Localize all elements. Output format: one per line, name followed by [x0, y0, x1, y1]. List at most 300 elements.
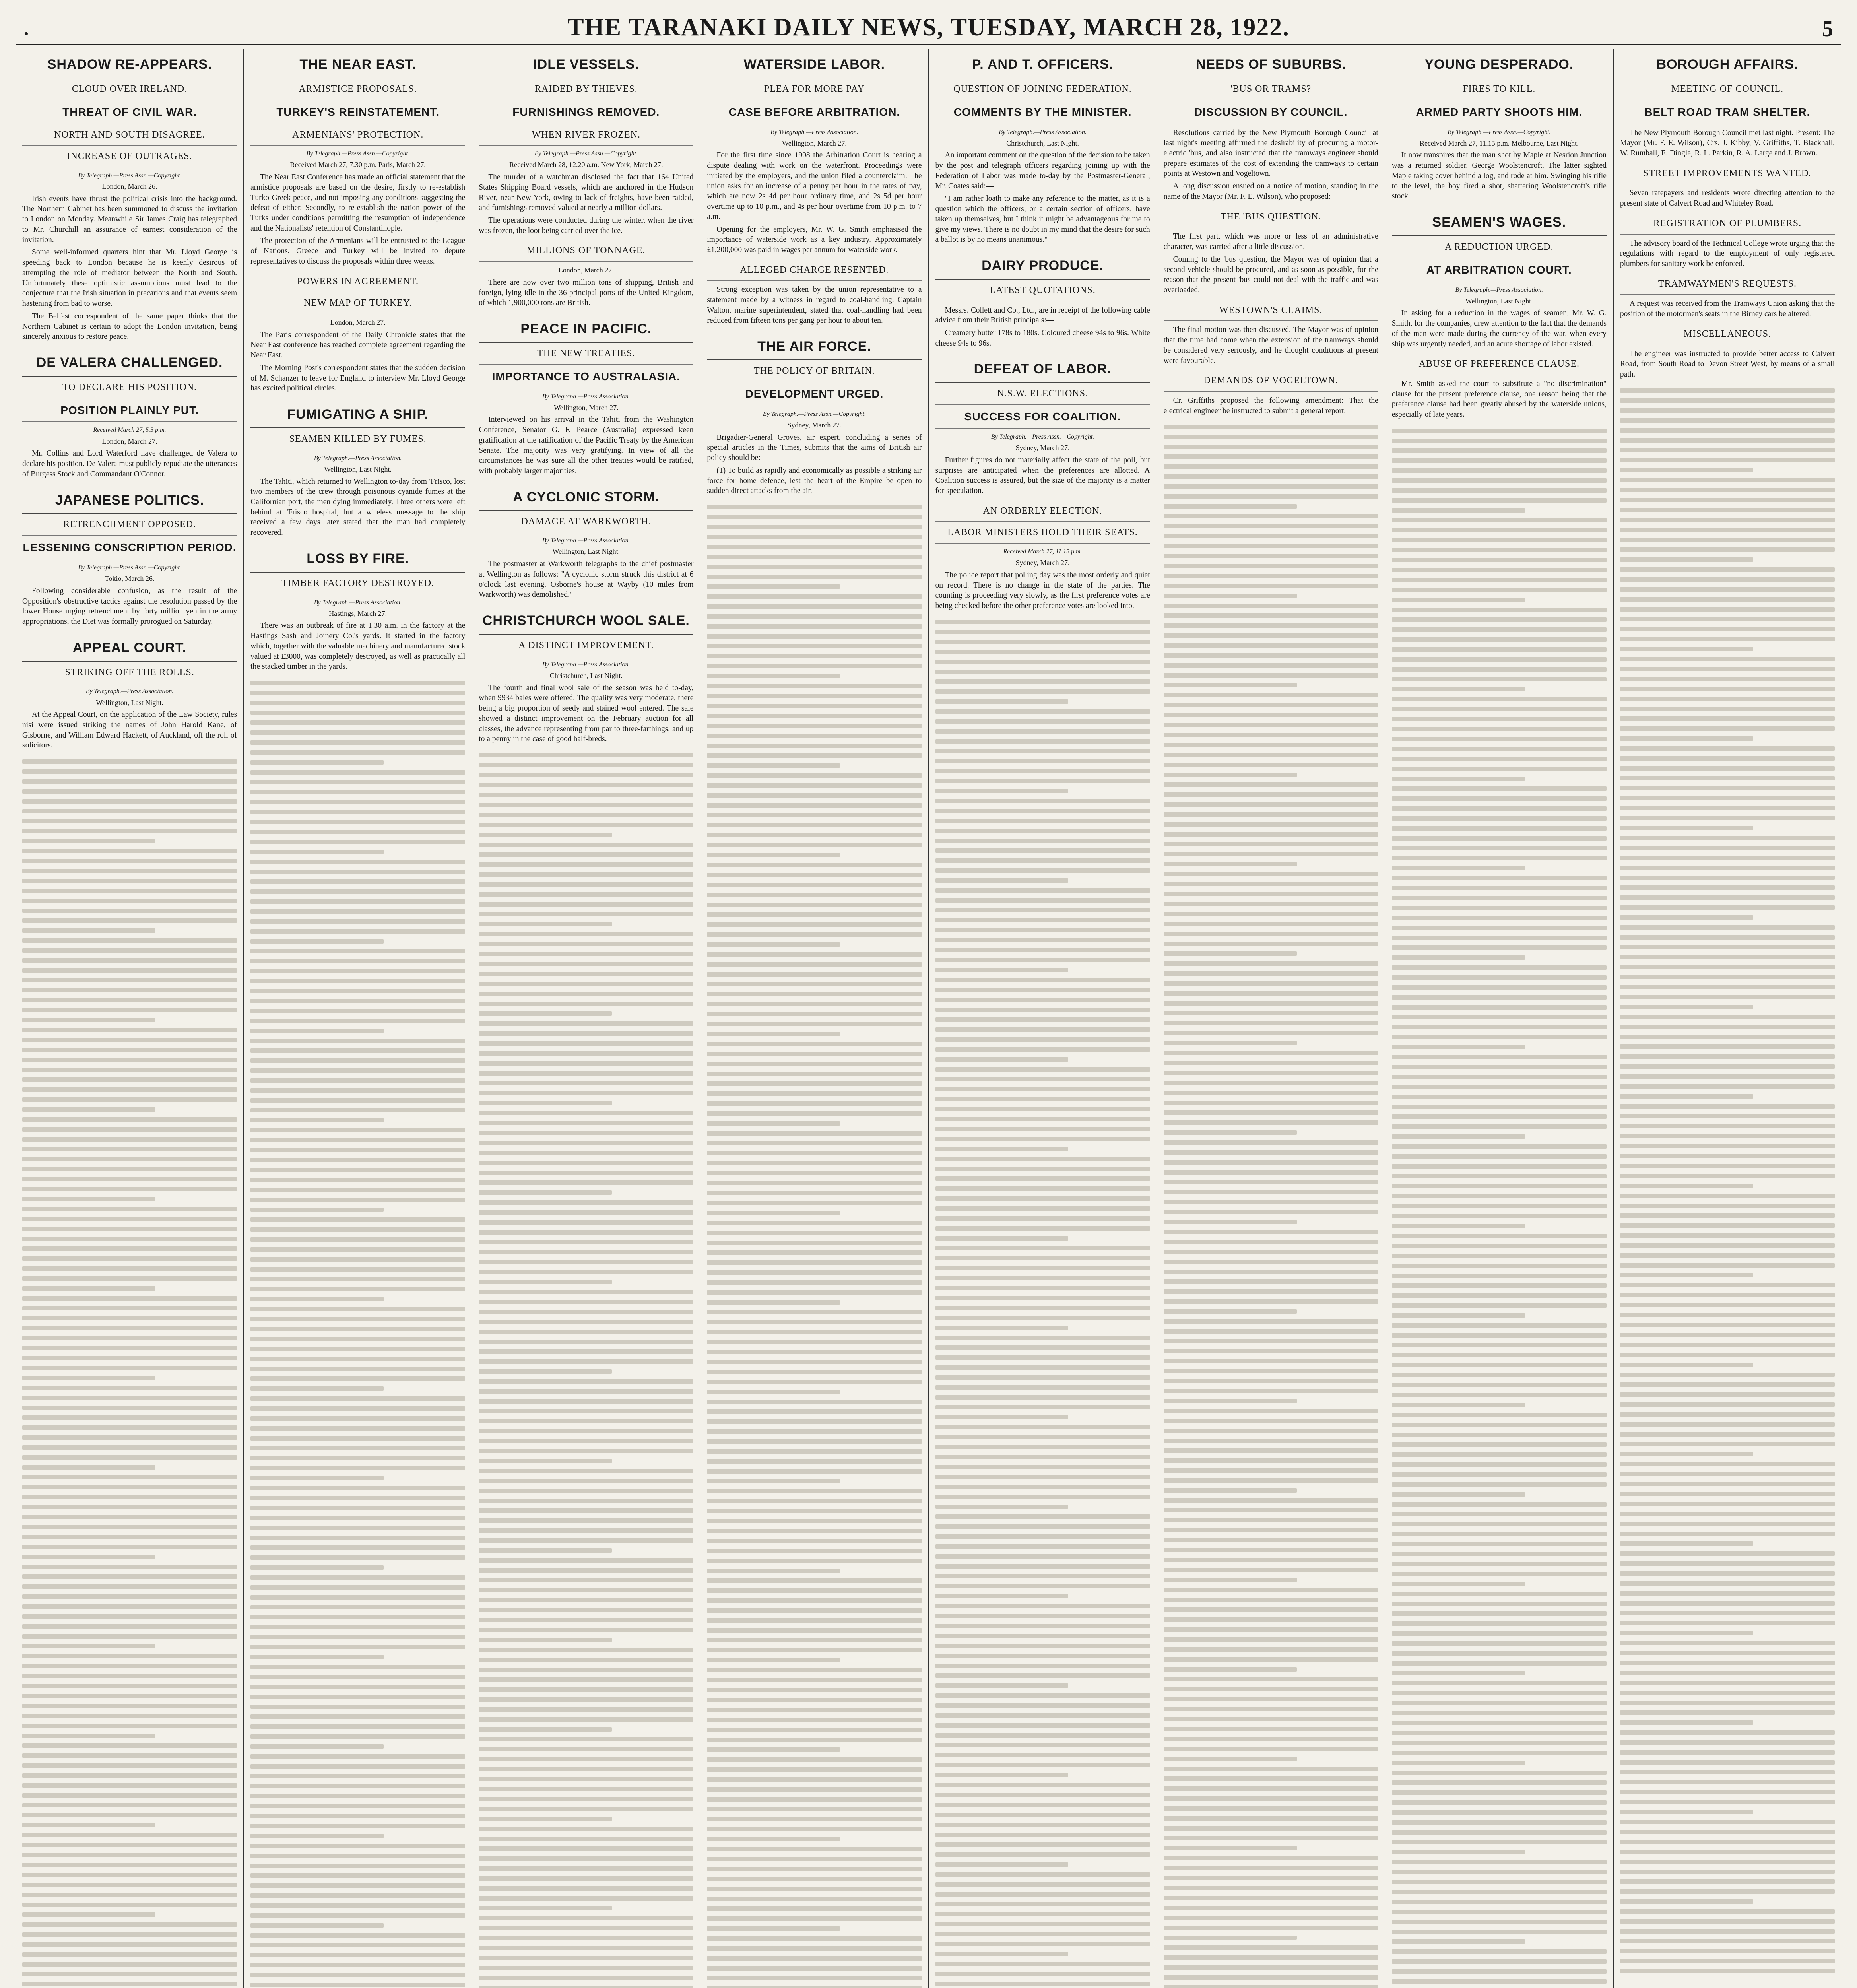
text-line — [22, 1386, 237, 1390]
text-line — [1164, 1737, 1378, 1741]
text-line — [707, 1469, 922, 1474]
text-line — [1392, 1204, 1607, 1208]
text-filler — [707, 505, 922, 1988]
text-line — [1620, 1710, 1835, 1715]
article — [1620, 52, 1835, 159]
text-line — [479, 1051, 693, 1056]
text-line — [1164, 981, 1378, 986]
text-line — [22, 1803, 237, 1807]
text-line — [1392, 468, 1607, 473]
text-line — [479, 1200, 693, 1205]
text-line — [479, 1986, 693, 1988]
text-line — [1620, 806, 1835, 810]
text-line — [1164, 1508, 1378, 1512]
text-line — [935, 1027, 1150, 1032]
text-line — [1164, 474, 1378, 479]
text-line — [1392, 1512, 1607, 1516]
text-line — [935, 1693, 1150, 1698]
text-line — [479, 1141, 693, 1145]
text-line — [1620, 985, 1835, 989]
text-line — [250, 1426, 465, 1431]
text-line — [935, 660, 1150, 664]
article-byline: By Telegraph.—Press Association. — [1455, 286, 1543, 293]
text-line — [707, 1280, 922, 1285]
text-line — [707, 1091, 922, 1096]
text-line — [479, 1389, 693, 1394]
text-line — [22, 779, 237, 784]
text-line — [1392, 627, 1607, 632]
text-line — [707, 1429, 922, 1434]
text-line — [250, 1486, 465, 1490]
article — [479, 317, 693, 476]
text-line — [707, 674, 840, 678]
text-line — [479, 902, 693, 907]
text-line — [1164, 1200, 1378, 1204]
text-line — [1392, 1144, 1607, 1149]
text-line — [22, 1614, 237, 1619]
text-line — [1620, 1681, 1835, 1685]
article-byline: By Telegraph.—Press Association. — [542, 393, 630, 400]
article — [250, 276, 465, 394]
text-line — [1392, 836, 1607, 841]
text-line — [1392, 1711, 1607, 1715]
text-line — [1164, 1478, 1378, 1483]
text-line — [1392, 1492, 1525, 1497]
text-line — [479, 942, 693, 946]
text-line — [1620, 1412, 1835, 1417]
text-line — [479, 1011, 612, 1016]
article-body — [250, 330, 465, 394]
text-line — [707, 1370, 922, 1374]
text-line — [1620, 1253, 1835, 1258]
text-line — [250, 1695, 465, 1699]
text-line — [1620, 1233, 1835, 1238]
text-line — [1164, 892, 1378, 896]
article-paragraph: The Belfast correspondent of the same paper thinks that the Northern Cabinet is certain to adopt the London invitation, being sincerely anxious to restore peace. — [22, 312, 237, 341]
text-line — [1164, 1826, 1378, 1831]
text-line — [250, 1545, 465, 1550]
text-line — [935, 640, 1150, 644]
text-line — [479, 1807, 693, 1811]
text-line — [22, 918, 237, 923]
text-line — [707, 1628, 922, 1633]
text-line — [479, 1439, 693, 1443]
text-line — [1164, 1548, 1378, 1552]
text-line — [935, 620, 1150, 624]
text-line — [1620, 1551, 1835, 1556]
article-dateline: Received March 27, 11.15 p.m. Melbourne, Last Night. — [1419, 139, 1579, 147]
text-line — [250, 1973, 465, 1977]
text-line — [22, 1664, 237, 1668]
text-line — [1620, 786, 1835, 790]
newspaper-title: THE TARANAKI DAILY NEWS, TUESDAY, MARCH 28, 1922. — [567, 14, 1290, 41]
text-line — [1392, 1890, 1607, 1894]
text-line — [1392, 816, 1607, 821]
text-line — [250, 1158, 465, 1162]
article-subheading: LATEST QUOTATIONS. — [935, 284, 1150, 301]
article-body — [250, 621, 465, 672]
text-line — [250, 1714, 465, 1719]
article-paragraph: Some well-informed quarters hint that Mr. Lloyd George is speeding back to London because he is keenly desirous of attempting the role of mediator between the North and South. Unfortunately these optimistic assumptions must lead to the conjecture that the Irish situation in precarious and that events seem hastening from bad to worse. — [22, 248, 237, 308]
text-line — [1164, 484, 1378, 489]
text-line — [1164, 613, 1378, 618]
text-line — [1620, 1482, 1835, 1486]
text-line — [1620, 856, 1835, 860]
text-line — [1620, 1770, 1835, 1774]
text-line — [935, 749, 1150, 753]
text-line — [1164, 693, 1378, 697]
text-line — [1392, 1333, 1607, 1338]
article-paragraph: In asking for a reduction in the wages of seamen, Mr. W. G. Smith, for the companies, drew attention to the fact that the demands of the men were made during the currency of the war, when every ship was urgently needed, and an acute shortage of labor existed. — [1391, 309, 1607, 348]
text-line — [1164, 534, 1378, 538]
article-subheading: PLEA FOR MORE PAY — [707, 83, 922, 100]
text-line — [1620, 1134, 1835, 1138]
text-line — [1164, 971, 1378, 976]
article-paragraph: For the first time since 1908 the Arbitration Court is hearing a dispute dealing with work on the waterfront. Proceedings were initiated by the employers, and the union filed a counterclaim. The union asks for an increase of a penny per hour in the rates of pay, which are now 2s 4d per hour ordinary time, and 2s 5d per hour overtime up to 10 p.m., and 4s per hour overtime from 10 p.m. to 7 a.m. — [707, 151, 922, 221]
article-headline: A CYCLONIC STORM. — [479, 485, 693, 511]
text-line — [250, 1506, 465, 1510]
text-line — [1164, 1588, 1378, 1592]
text-line — [479, 783, 693, 787]
text-line — [1620, 1512, 1835, 1516]
article-subheading: ARMED PARTY SHOOTS HIM. — [1392, 105, 1607, 124]
text-line — [479, 1320, 693, 1324]
text-line — [22, 1634, 237, 1639]
text-line — [479, 1131, 693, 1135]
text-line — [1164, 1965, 1378, 1970]
text-line — [1620, 915, 1753, 920]
text-line — [479, 813, 693, 817]
text-line — [1620, 567, 1835, 572]
text-line — [1392, 945, 1607, 950]
text-line — [935, 1256, 1150, 1260]
article — [1620, 328, 1835, 380]
text-line — [250, 1873, 465, 1878]
text-line — [250, 919, 465, 924]
text-line — [22, 1883, 237, 1887]
text-line — [1164, 1210, 1378, 1214]
text-line — [250, 879, 465, 884]
text-line — [22, 1833, 237, 1837]
text-line — [1164, 753, 1378, 757]
text-line — [1164, 1598, 1378, 1602]
text-line — [479, 1668, 693, 1672]
text-line — [250, 1376, 465, 1381]
text-line — [250, 1854, 465, 1858]
text-line — [250, 1208, 384, 1212]
text-line — [1392, 737, 1607, 741]
text-line — [707, 1101, 922, 1106]
text-line — [1164, 773, 1297, 777]
text-line — [22, 1584, 237, 1589]
text-line — [1392, 856, 1607, 860]
text-line — [250, 1436, 465, 1441]
text-line — [1392, 1462, 1607, 1467]
text-line — [1392, 1015, 1607, 1019]
text-line — [22, 948, 237, 953]
text-line — [479, 1658, 693, 1662]
article-paragraph: The operations were conducted during the winter, when the river was frozen, the loot being carried over the ice. — [479, 216, 694, 235]
text-line — [1620, 1015, 1835, 1019]
text-line — [22, 1873, 237, 1877]
text-line — [479, 1707, 693, 1712]
text-line — [479, 1757, 693, 1761]
text-line — [22, 1197, 155, 1201]
text-line — [935, 1753, 1150, 1757]
column-7 — [1385, 49, 1614, 1988]
text-line — [479, 1260, 693, 1264]
text-line — [1164, 1568, 1378, 1572]
text-line — [935, 868, 1150, 873]
text-line — [935, 1345, 1150, 1350]
text-filler — [1620, 388, 1835, 1973]
text-line — [935, 1157, 1150, 1161]
text-line — [479, 1856, 693, 1861]
masthead-mark: • — [24, 27, 29, 41]
text-line — [479, 952, 693, 956]
text-line — [935, 1435, 1150, 1439]
article-body — [479, 683, 693, 744]
article-dateline: Wellington, Last Night. — [324, 465, 392, 473]
text-line — [1392, 1194, 1607, 1198]
text-filler — [1164, 425, 1378, 1988]
text-line — [707, 1588, 922, 1593]
text-line — [1164, 1647, 1378, 1652]
text-line — [22, 1724, 237, 1728]
text-line — [22, 1793, 237, 1798]
text-line — [22, 1117, 237, 1122]
text-line — [1392, 1085, 1607, 1089]
text-line — [935, 1703, 1150, 1708]
article-paragraph: Mr. Smith asked the court to substitute a "no discrimination" clause for the present preference clause, one reason being that the preference clause had been greatly abused by the waterside unions, especially of late years. — [1391, 380, 1607, 419]
article-subheading: INCREASE OF OUTRAGES. — [22, 150, 237, 167]
article — [22, 351, 237, 480]
text-line — [1392, 1383, 1607, 1387]
text-line — [250, 1217, 465, 1222]
text-line — [479, 1061, 693, 1066]
text-line — [935, 1296, 1150, 1300]
article-subheading: DISCUSSION BY COUNCIL. — [1164, 105, 1378, 124]
text-line — [479, 1230, 693, 1235]
article-body — [22, 448, 237, 479]
text-line — [22, 1336, 237, 1340]
text-line — [1164, 1667, 1297, 1672]
text-line — [935, 1137, 1150, 1141]
text-line — [1164, 1170, 1378, 1175]
text-line — [1620, 1353, 1835, 1357]
text-line — [935, 1057, 1069, 1062]
text-line — [935, 1664, 1150, 1668]
text-line — [1392, 1343, 1607, 1347]
text-line — [707, 575, 922, 579]
article-paragraph: (1) To build as rapidly and economically as possible a striking air force for home defence, lest the heart of the Empire be open to sudden direct attacks from the air. — [707, 466, 922, 495]
article — [935, 505, 1150, 611]
text-line — [1392, 439, 1607, 443]
text-line — [1620, 1740, 1835, 1745]
text-line — [935, 1236, 1069, 1241]
text-line — [22, 1813, 237, 1817]
text-line — [22, 1893, 237, 1897]
text-line — [707, 813, 922, 817]
text-line — [935, 1614, 1150, 1618]
text-line — [22, 859, 237, 863]
text-line — [1392, 906, 1607, 910]
text-line — [1164, 1916, 1378, 1920]
text-line — [935, 878, 1069, 883]
text-line — [1620, 687, 1835, 691]
text-line — [250, 1615, 465, 1619]
text-line — [707, 1698, 922, 1702]
text-line — [1392, 1920, 1607, 1924]
text-line — [1164, 633, 1378, 638]
article-dateline: Sydney, March 27. — [1015, 444, 1070, 452]
text-line — [1620, 1641, 1835, 1645]
text-line — [1620, 1223, 1835, 1228]
text-line — [1620, 1313, 1835, 1317]
article-subheading: AN ORDERLY ELECTION. — [935, 505, 1150, 522]
text-line — [250, 1466, 465, 1470]
text-line — [250, 1386, 384, 1391]
article — [22, 636, 237, 751]
text-line — [1164, 723, 1378, 727]
text-line — [1392, 1830, 1607, 1835]
text-line — [1392, 1393, 1607, 1397]
article-paragraph: Brigadier-General Groves, air expert, concluding a series of special articles in the Times, submits that the aims of British air policy should be:— — [707, 433, 922, 462]
text-line — [1392, 777, 1525, 781]
text-line — [22, 1038, 237, 1042]
text-line — [1392, 926, 1607, 930]
text-line — [250, 1794, 465, 1798]
text-line — [479, 1697, 693, 1702]
text-line — [707, 1320, 922, 1324]
text-line — [935, 1415, 1069, 1419]
text-line — [935, 958, 1150, 962]
text-line — [1392, 1452, 1607, 1457]
text-line — [707, 1986, 922, 1988]
article-byline: By Telegraph.—Press Association. — [542, 537, 630, 544]
text-line — [250, 1565, 384, 1570]
text-line — [1392, 1939, 1525, 1944]
text-line — [1620, 1422, 1835, 1427]
text-line — [707, 992, 922, 996]
text-line — [1620, 508, 1835, 512]
text-line — [479, 1717, 693, 1722]
text-line — [1392, 1592, 1607, 1596]
text-line — [707, 912, 922, 917]
article-body — [707, 433, 922, 496]
text-line — [1164, 1846, 1297, 1850]
text-line — [479, 1429, 693, 1433]
text-line — [935, 1564, 1150, 1569]
article-body — [935, 305, 1150, 349]
text-line — [935, 1306, 1150, 1310]
text-line — [250, 1665, 465, 1669]
article-headline: DE VALERA CHALLENGED. — [22, 351, 237, 377]
text-line — [22, 1773, 237, 1778]
text-line — [1620, 468, 1753, 472]
article-body — [1392, 150, 1607, 202]
article-headline: P. AND T. OFFICERS. — [935, 52, 1150, 78]
text-line — [479, 1518, 693, 1523]
text-line — [1392, 1611, 1607, 1616]
text-line — [250, 999, 465, 1003]
text-line — [250, 1903, 465, 1908]
text-line — [22, 869, 237, 873]
text-line — [479, 1538, 693, 1543]
text-line — [250, 1953, 465, 1957]
article-subheading: TURKEY'S REINSTATEMENT. — [250, 105, 465, 124]
text-line — [1164, 763, 1378, 767]
article-paragraph: It now transpires that the man shot by Maple at Nesrion Junction was a returned soldier, George Woolstencroft. The latter sighted Maple taking cover behind a log, and rode at him. Swinging his rifle to the level, the boy fired a shot, shattering Woolstencroft's rifle stock. — [1391, 151, 1607, 201]
text-line — [22, 1207, 237, 1211]
text-line — [1620, 657, 1835, 661]
article-subheading: IMPORTANCE TO AUSTRALASIA. — [479, 369, 693, 388]
text-line — [1620, 1631, 1753, 1635]
article-dateline: London, March 27. — [558, 266, 614, 274]
text-line — [479, 1528, 693, 1533]
article-paragraph: The protection of the Armenians will be entrusted to the League of Nations. Greece and Turkey will be invited to depute representatives to discuss the proposals within three weeks. — [250, 237, 466, 266]
text-line — [935, 719, 1150, 724]
text-line — [250, 870, 465, 874]
text-line — [1164, 1409, 1378, 1413]
article-dateline: Hastings, March 27. — [329, 609, 387, 617]
text-line — [1620, 1661, 1835, 1665]
text-line — [479, 1171, 693, 1175]
text-line — [1620, 647, 1753, 651]
text-line — [250, 1585, 465, 1590]
text-line — [250, 701, 465, 705]
article-subheading: MISCELLANEOUS. — [1620, 328, 1835, 345]
text-line — [1392, 508, 1525, 513]
article-subheading: SUCCESS FOR COALITION. — [935, 410, 1150, 429]
text-line — [22, 889, 237, 893]
text-line — [1392, 1293, 1607, 1298]
text-line — [22, 799, 237, 804]
text-line — [1164, 912, 1378, 916]
text-line — [1620, 1889, 1835, 1894]
text-line — [935, 1763, 1150, 1767]
text-line — [1164, 782, 1378, 787]
text-line — [1392, 1234, 1607, 1238]
text-line — [479, 1499, 693, 1503]
text-line — [707, 873, 922, 877]
text-line — [250, 1456, 465, 1460]
article-byline: By Telegraph.—Press Association. — [85, 688, 174, 695]
text-line — [250, 1416, 465, 1421]
text-line — [22, 1962, 237, 1967]
article-byline: Received March 27, 11.15 p.m. — [1003, 548, 1082, 555]
text-line — [1620, 438, 1835, 443]
text-line — [479, 1300, 693, 1304]
text-line — [707, 753, 922, 758]
text-line — [479, 773, 693, 777]
article-headline: IDLE VESSELS. — [479, 52, 693, 78]
text-line — [22, 1823, 155, 1827]
text-line — [479, 1121, 693, 1125]
text-line — [250, 681, 465, 685]
text-line — [1164, 584, 1378, 588]
text-line — [1164, 1468, 1378, 1473]
text-line — [707, 1310, 922, 1314]
article-dateline: Tokio, March 26. — [105, 575, 155, 583]
text-line — [250, 1098, 465, 1103]
text-line — [707, 1250, 922, 1255]
text-line — [250, 1287, 465, 1291]
text-line — [250, 1277, 465, 1281]
article — [1620, 167, 1835, 209]
article-subheading: POWERS IN AGREEMENT. — [250, 276, 465, 293]
text-line — [935, 1713, 1150, 1718]
